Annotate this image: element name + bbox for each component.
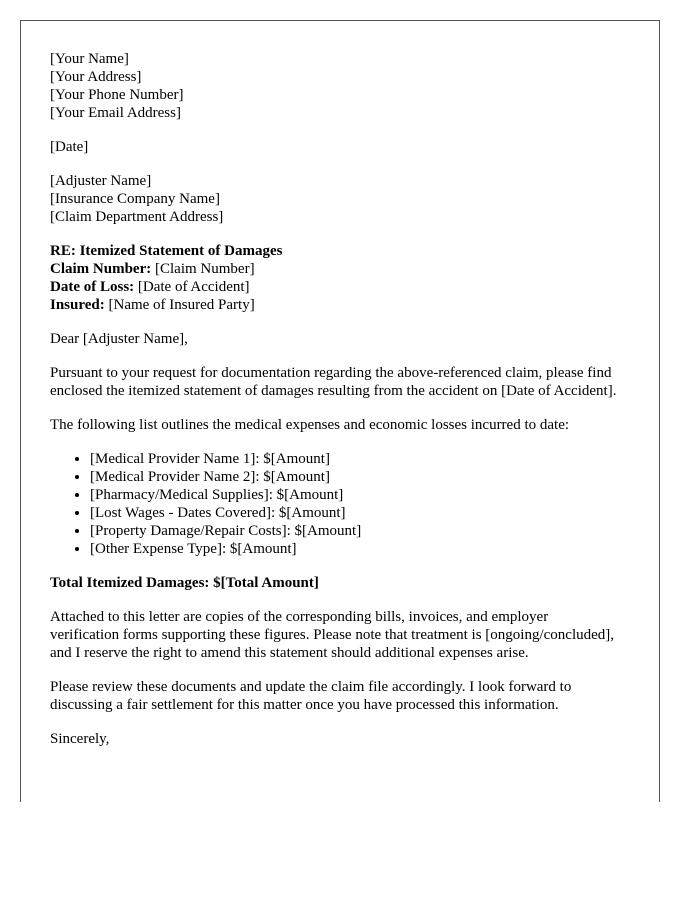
insured-value: [Name of Insured Party] (104, 297, 255, 313)
damages-list (50, 450, 620, 558)
sender-email: [Your Email Address] (50, 105, 181, 121)
list-item: • [Medical Provider Name 2]: $[Amount] (90, 468, 620, 486)
list-item: • [Medical Provider Name 1]: $[Amount] (90, 450, 620, 468)
re-block (50, 242, 620, 314)
letter-page (20, 20, 660, 802)
recipient-block (50, 172, 620, 226)
recipient-adjuster: [Adjuster Name] (50, 173, 152, 189)
claim-number-label: Claim Number: (50, 261, 152, 277)
list-item: • [Pharmacy/Medical Supplies]: $[Amount] (90, 486, 620, 504)
total-damages: Total Itemized Damages: $[Total Amount] (50, 575, 319, 591)
letter-body (50, 50, 620, 764)
attachments-paragraph: Attached to this letter are copies of the corresponding bills, invoices, and employer verification forms supporting these figures. Please note that treatment is [ongoing/concluded], and I reserve the right to amend this statement should additional expenses arise. (50, 609, 615, 661)
re-subject: RE: Itemized Statement of Damages (50, 243, 283, 259)
sender-block (50, 50, 620, 122)
insured-label: Insured: (50, 297, 105, 313)
insured-line (50, 296, 620, 314)
list-item: • [Property Damage/Repair Costs]: $[Amount] (90, 522, 620, 540)
salutation: Dear [Adjuster Name], (50, 331, 188, 347)
recipient-company: [Insurance Company Name] (50, 191, 220, 207)
claim-number-line (50, 260, 620, 278)
date-of-loss-line (50, 278, 620, 296)
sender-name: [Your Name] (50, 51, 129, 67)
sender-address: [Your Address] (50, 69, 142, 85)
list-intro-paragraph: The following list outlines the medical expenses and economic losses incurred to date: (50, 417, 570, 433)
closing-paragraph: Please review these documents and update the claim file accordingly. I look forward to discussing a fair settlement for this matter once you have processed this information. (50, 679, 572, 713)
claim-number-value: [Claim Number] (151, 261, 255, 277)
signoff: Sincerely, (50, 731, 110, 747)
sender-phone: [Your Phone Number] (50, 87, 184, 103)
intro-paragraph: Pursuant to your request for documentation regarding the above-referenced claim, please find enclosed the itemized statement of damages resulting from the accident on [Date of Accident]. (50, 365, 617, 399)
date-of-loss-label: Date of Loss: (50, 279, 135, 295)
list-item: • [Lost Wages - Dates Covered]: $[Amount] (90, 504, 620, 522)
list-item: • [Other Expense Type]: $[Amount] (90, 540, 620, 558)
date-of-loss-value: [Date of Accident] (134, 279, 250, 295)
date-line: [Date] (50, 139, 89, 155)
recipient-address: [Claim Department Address] (50, 209, 224, 225)
